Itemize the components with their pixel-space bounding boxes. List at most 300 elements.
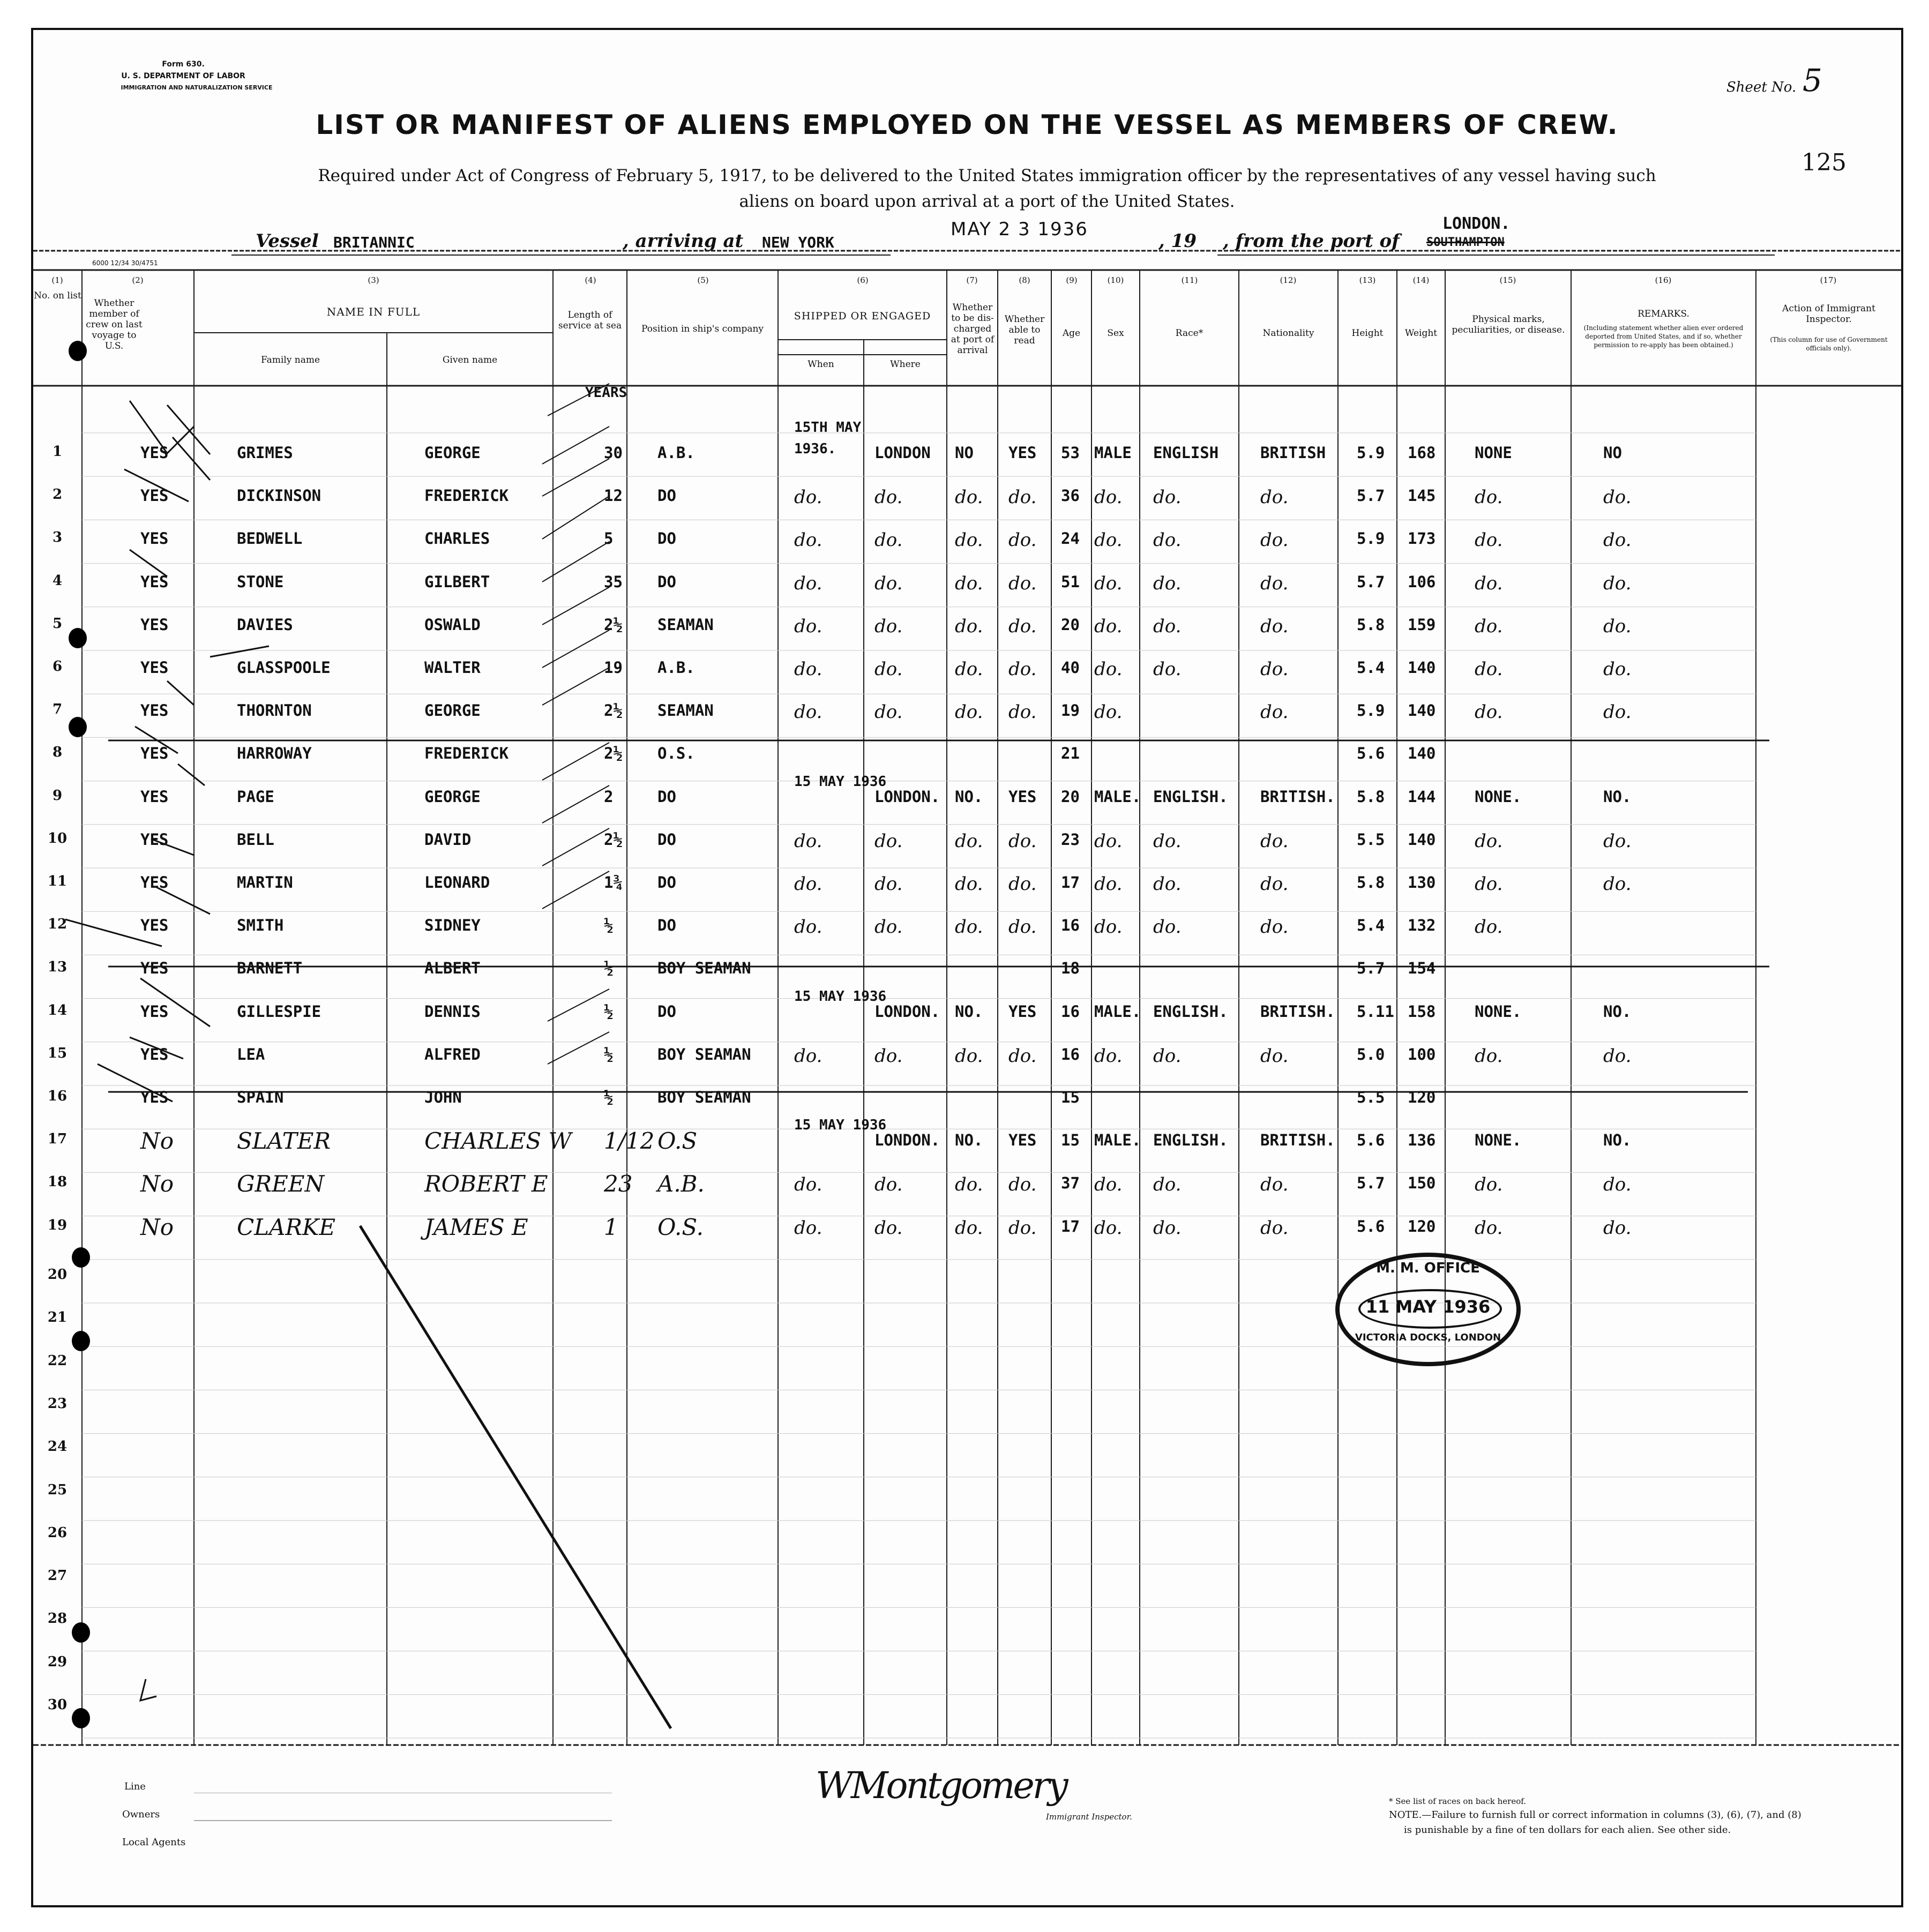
column-number: (10): [1107, 275, 1124, 285]
cell-service-length: 1¾: [604, 873, 623, 892]
binder-hole: [72, 1622, 90, 1643]
cell-given-name: GEORGE: [424, 787, 481, 806]
cell-shipped-when: 15 MAY 1936: [794, 988, 887, 1005]
cell-nationality: BRITISH.: [1260, 1131, 1335, 1150]
cell-given-name: ALFRED: [424, 1045, 481, 1064]
cell-nationality: do.: [1260, 1217, 1289, 1239]
cell-sex: do.: [1094, 830, 1123, 852]
cell-height: 5.4: [1357, 658, 1385, 677]
cell-able-to-read: do.: [1008, 1045, 1037, 1067]
header-age: Age: [1062, 328, 1081, 339]
cell-member-status: YES: [140, 830, 169, 849]
cell-shipped-when: do.: [794, 873, 823, 895]
cell-weight: 132: [1408, 916, 1436, 935]
cell-age: 21: [1061, 744, 1080, 763]
header-remarks: REMARKS.: [1638, 309, 1689, 319]
cell-shipped-when: 15 MAY 1936: [794, 773, 887, 790]
cell-race: do.: [1153, 529, 1182, 551]
header-action-inspector: Action of Immigrant Inspector.: [1782, 303, 1875, 325]
binder-hole: [69, 628, 87, 648]
column-number: (16): [1655, 275, 1672, 285]
cell-height: 5.6: [1357, 1131, 1385, 1150]
row-number: 21: [47, 1309, 68, 1326]
cell-race: ENGLISH.: [1153, 1002, 1228, 1021]
cell-given-name: CHARLES: [424, 529, 490, 548]
column-number: (4): [585, 275, 596, 285]
year-label: , 19: [1158, 230, 1197, 252]
column-number: (14): [1412, 275, 1430, 285]
row-number: 28: [47, 1611, 68, 1627]
header-remarks-note: (Including statement whether alien ever ordered deported from United States, and if so, whether permission to re-apply has been obtained.): [1583, 324, 1744, 349]
cell-remarks: NO.: [1603, 787, 1632, 806]
cell-service-length: 23: [604, 1171, 633, 1197]
cell-able-to-read: YES: [1008, 787, 1037, 806]
cell-given-name: WALTER: [424, 658, 481, 677]
cell-race: do.: [1153, 1217, 1182, 1239]
cell-physical-marks: NONE: [1475, 444, 1512, 462]
cell-given-name: GEORGE: [424, 444, 481, 462]
header-family-name: Family name: [260, 355, 320, 365]
cell-weight: 168: [1408, 444, 1436, 462]
row-number: 25: [47, 1481, 68, 1498]
cell-nationality: do.: [1260, 1045, 1289, 1067]
cell-age: 20: [1061, 787, 1080, 806]
cell-age: 24: [1061, 529, 1080, 548]
cell-race: do.: [1153, 830, 1182, 852]
cell-member-status: YES: [140, 1045, 169, 1064]
cell-height: 5.8: [1357, 873, 1385, 892]
cell-position: O.S.: [657, 1214, 704, 1240]
header-name-in-full: NAME IN FULL: [326, 305, 421, 318]
cell-given-name: JOHN: [424, 1088, 462, 1106]
binder-hole: [69, 341, 87, 361]
cell-family-name: DAVIES: [237, 615, 293, 634]
cell-position: BOY SEAMAN: [657, 1045, 751, 1064]
cell-service-length: ½: [604, 1045, 614, 1064]
cell-race: do.: [1153, 873, 1182, 895]
cell-service-length: 2½: [604, 830, 623, 849]
row-number: 5: [52, 615, 63, 632]
cell-weight: 120: [1408, 1088, 1436, 1106]
column-number: (7): [966, 275, 978, 285]
sheet-number: 5: [1803, 62, 1822, 99]
subtitle-line-1: Required under Act of Congress of February 5, 1917, to be delivered to the United States immigration officer by the representatives of any vessel having such: [318, 166, 1656, 185]
cell-shipped-when: do.: [794, 1045, 823, 1067]
cell-given-name: ALBERT: [424, 959, 481, 978]
column-number: (2): [132, 275, 144, 285]
penalty-note-2: is punishable by a fine of ten dollars for each alien. See other side.: [1404, 1824, 1731, 1836]
cell-discharged: do.: [955, 1217, 983, 1239]
cell-member-status: YES: [140, 1088, 169, 1106]
cell-sex: MALE.: [1094, 787, 1141, 806]
cell-family-name: CLARKE: [237, 1214, 336, 1240]
cell-weight: 130: [1408, 873, 1436, 892]
cell-physical-marks: do.: [1475, 873, 1503, 895]
cell-remarks: NO.: [1603, 1002, 1632, 1021]
cell-discharged: NO.: [955, 1131, 983, 1150]
header-shipped-engaged: SHIPPED OR ENGAGED: [794, 310, 931, 322]
cell-position: DO: [657, 486, 676, 505]
cell-height: 5.11: [1357, 1002, 1394, 1021]
cell-nationality: do.: [1260, 658, 1289, 680]
cell-nationality: do.: [1260, 486, 1289, 508]
cell-discharged: NO.: [955, 787, 983, 806]
header-race: Race*: [1175, 328, 1203, 339]
header-height: Height: [1351, 328, 1384, 339]
cell-age: 51: [1061, 572, 1080, 591]
cell-age: 16: [1061, 1002, 1080, 1021]
cell-age: 15: [1061, 1088, 1080, 1106]
cell-sex: do.: [1094, 1174, 1123, 1196]
cell-discharged: do.: [955, 658, 983, 680]
years-label: YEARS: [585, 385, 627, 401]
cell-shipped-when: do.: [794, 658, 823, 680]
cell-age: 17: [1061, 873, 1080, 892]
cell-nationality: BRITISH: [1260, 444, 1326, 462]
cell-weight: 136: [1408, 1131, 1436, 1150]
cell-nationality: do.: [1260, 615, 1289, 637]
cell-able-to-read: do.: [1008, 615, 1037, 637]
cell-service-length: 2½: [604, 701, 623, 720]
cell-remarks: do.: [1603, 529, 1632, 551]
header-able-to-read: Whether able to read: [1004, 314, 1045, 346]
cell-shipped-where: do.: [874, 529, 903, 551]
header-weight: Weight: [1404, 328, 1438, 339]
header-member-last-voyage: Whether member of crew on last voyage to U.S.: [86, 298, 143, 351]
row-number: 24: [47, 1439, 68, 1455]
cell-given-name: GEORGE: [424, 701, 481, 720]
cell-able-to-read: do.: [1008, 1217, 1037, 1239]
cell-position: O.S.: [657, 744, 695, 763]
cell-able-to-read: YES: [1008, 1131, 1037, 1150]
cell-able-to-read: do.: [1008, 572, 1037, 594]
column-number: (5): [697, 275, 709, 285]
column-number: (8): [1019, 275, 1030, 285]
cell-remarks: do.: [1603, 1217, 1632, 1239]
cell-able-to-read: do.: [1008, 529, 1037, 551]
cell-remarks: NO: [1603, 444, 1622, 462]
cell-service-length: ½: [604, 959, 614, 978]
cell-sex: do.: [1094, 529, 1123, 551]
cell-member-status: YES: [140, 701, 169, 720]
cell-able-to-read: do.: [1008, 830, 1037, 852]
manifest-sheet: [31, 28, 1903, 1907]
header-no-on-list: No. on list: [34, 290, 81, 301]
cell-position: BOY SEAMAN: [657, 1088, 751, 1106]
cell-member-status: YES: [140, 658, 169, 677]
cell-sex: MALE.: [1094, 1002, 1141, 1021]
cell-age: 23: [1061, 830, 1080, 849]
cell-given-name: CHARLES W: [424, 1128, 572, 1155]
cell-nationality: do.: [1260, 572, 1289, 594]
column-number: (15): [1499, 275, 1516, 285]
cell-shipped-when: do.: [794, 572, 823, 594]
cell-service-length: 1: [604, 1214, 618, 1240]
binder-hole: [72, 1247, 90, 1268]
binder-hole: [69, 717, 87, 737]
cell-family-name: GREEN: [237, 1171, 325, 1197]
cell-given-name: GILBERT: [424, 572, 490, 591]
cell-remarks: do.: [1603, 830, 1632, 852]
cell-remarks: NO.: [1603, 1131, 1632, 1150]
cell-shipped-when: 15 MAY 1936: [794, 1117, 887, 1134]
cell-able-to-read: do.: [1008, 1174, 1037, 1196]
cell-age: 36: [1061, 486, 1080, 505]
cell-height: 5.9: [1357, 529, 1385, 548]
column-number: (6): [857, 275, 869, 285]
print-code: 6000 12/34 30/4751: [92, 259, 158, 267]
cell-family-name: DICKINSON: [237, 486, 322, 505]
cell-position: O.S: [657, 1128, 698, 1155]
cell-discharged: do.: [955, 1174, 983, 1196]
header-where: Where: [890, 359, 921, 370]
row-number: 2: [52, 486, 63, 503]
cell-physical-marks: NONE.: [1475, 1131, 1522, 1150]
cell-shipped-when: do.: [794, 529, 823, 551]
cell-remarks: do.: [1603, 1045, 1632, 1067]
cell-discharged: do.: [955, 916, 983, 938]
cell-family-name: BELL: [237, 830, 274, 849]
cell-family-name: BARNETT: [237, 959, 303, 978]
cell-weight: 106: [1408, 572, 1436, 591]
cell-able-to-read: YES: [1008, 444, 1037, 462]
cell-discharged: do.: [955, 529, 983, 551]
cell-service-length: ½: [604, 1088, 614, 1106]
cell-physical-marks: do.: [1475, 701, 1503, 723]
row-number: 12: [47, 916, 68, 933]
cell-height: 5.8: [1357, 615, 1385, 634]
header-length-of-service: Length of service at sea: [558, 310, 622, 331]
penalty-note-1: NOTE.—Failure to furnish full or correct information in columns (3), (6), (7), and (8): [1389, 1809, 1801, 1821]
cell-race: do.: [1153, 916, 1182, 938]
cell-member-status: YES: [140, 787, 169, 806]
cell-given-name: ROBERT E: [424, 1171, 548, 1197]
row-number: 6: [52, 658, 63, 675]
arriving-port: NEW YORK: [762, 234, 834, 251]
cell-shipped-where: do.: [874, 830, 903, 852]
cell-family-name: GILLESPIE: [237, 1002, 322, 1021]
cell-physical-marks: do.: [1475, 529, 1503, 551]
cell-shipped-when: 15TH MAY 1936.: [794, 420, 862, 457]
cell-shipped-when: do.: [794, 1174, 823, 1196]
column-number: (3): [368, 275, 379, 285]
cell-given-name: FREDERICK: [424, 744, 509, 763]
cell-position: DO: [657, 830, 676, 849]
service-name: IMMIGRATION AND NATURALIZATION SERVICE: [121, 84, 273, 91]
cell-discharged: do.: [955, 572, 983, 594]
cell-physical-marks: do.: [1475, 572, 1503, 594]
cell-height: 5.9: [1357, 701, 1385, 720]
cell-service-length: 2½: [604, 744, 623, 763]
cell-remarks: do.: [1603, 615, 1632, 637]
cell-age: 18: [1061, 959, 1080, 978]
cell-member-status: YES: [140, 1002, 169, 1021]
cell-service-length: 2: [604, 787, 614, 806]
cell-weight: 173: [1408, 529, 1436, 548]
cell-height: 5.6: [1357, 744, 1385, 763]
cell-service-length: 12: [604, 486, 623, 505]
cell-shipped-when: do.: [794, 701, 823, 723]
cell-family-name: THORNTON: [237, 701, 312, 720]
cell-sex: do.: [1094, 1045, 1123, 1067]
cell-sex: do.: [1094, 658, 1123, 680]
inspector-label: Immigrant Inspector.: [1046, 1812, 1132, 1822]
cell-discharged: do.: [955, 486, 983, 508]
column-number: (11): [1181, 275, 1198, 285]
cell-service-length: 30: [604, 444, 623, 462]
cell-sex: do.: [1094, 486, 1123, 508]
cell-physical-marks: do.: [1475, 615, 1503, 637]
form-number: Form 630.: [162, 60, 205, 69]
row-number: 11: [47, 873, 68, 889]
cell-weight: 140: [1408, 830, 1436, 849]
cell-physical-marks: do.: [1475, 830, 1503, 852]
cell-discharged: do.: [955, 1045, 983, 1067]
stamp-date: 11 MAY 1936: [1365, 1297, 1491, 1317]
cell-height: 5.5: [1357, 1088, 1385, 1106]
cell-shipped-when: do.: [794, 830, 823, 852]
document-title: LIST OR MANIFEST OF ALIENS EMPLOYED ON THE VESSEL AS MEMBERS OF CREW.: [316, 109, 1619, 140]
cell-weight: 145: [1408, 486, 1436, 505]
row-number: 13: [47, 959, 68, 976]
cell-member-status: No: [140, 1214, 174, 1240]
cell-given-name: DAVID: [424, 830, 472, 849]
arriving-label: , arriving at: [623, 230, 744, 252]
cell-shipped-where: do.: [874, 615, 903, 637]
cell-nationality: do.: [1260, 873, 1289, 895]
cell-age: 15: [1061, 1131, 1080, 1150]
cell-sex: MALE.: [1094, 1131, 1141, 1150]
cell-sex: do.: [1094, 615, 1123, 637]
cell-discharged: NO: [955, 444, 974, 462]
cell-position: DO: [657, 787, 676, 806]
cell-member-status: No: [140, 1171, 174, 1197]
cell-able-to-read: do.: [1008, 658, 1037, 680]
cell-age: 20: [1061, 615, 1080, 634]
races-note: * See list of races on back hereof.: [1389, 1796, 1527, 1806]
cell-weight: 154: [1408, 959, 1436, 978]
cell-sex: do.: [1094, 701, 1123, 723]
row-number: 18: [47, 1174, 68, 1190]
cell-shipped-where: LONDON: [874, 444, 931, 462]
cell-sex: do.: [1094, 916, 1123, 938]
department-name: U. S. DEPARTMENT OF LABOR: [121, 72, 245, 80]
cell-height: 5.9: [1357, 444, 1385, 462]
cell-nationality: do.: [1260, 529, 1289, 551]
cell-given-name: OSWALD: [424, 615, 481, 634]
row-number: 17: [47, 1131, 68, 1148]
from-port: LONDON.: [1442, 214, 1511, 233]
cell-nationality: do.: [1260, 916, 1289, 938]
stamp-bottom-text: VICTORIA DOCKS, LONDON: [1355, 1332, 1501, 1343]
cell-family-name: STONE: [237, 572, 284, 591]
row-number: 27: [47, 1568, 68, 1584]
cell-weight: 120: [1408, 1217, 1436, 1235]
cell-member-status: No: [140, 1128, 174, 1155]
row-number: 3: [52, 529, 63, 546]
cell-remarks: do.: [1603, 701, 1632, 723]
cell-age: 40: [1061, 658, 1080, 677]
cell-race: do.: [1153, 572, 1182, 594]
cell-height: 5.7: [1357, 572, 1385, 591]
cell-race: do.: [1153, 486, 1182, 508]
cell-weight: 159: [1408, 615, 1436, 634]
cell-shipped-when: do.: [794, 486, 823, 508]
cell-height: 5.8: [1357, 787, 1385, 806]
cell-height: 5.5: [1357, 830, 1385, 849]
header-sex: Sex: [1107, 328, 1124, 339]
column-number: (12): [1280, 275, 1297, 285]
header-when: When: [808, 359, 834, 370]
row-number: 23: [47, 1395, 68, 1412]
cell-shipped-where: do.: [874, 701, 903, 723]
cell-position: DO: [657, 572, 676, 591]
subtitle-line-2: aliens on board upon arrival at a port of the United States.: [739, 192, 1235, 211]
cell-race: do.: [1153, 1045, 1182, 1067]
cell-age: 37: [1061, 1174, 1080, 1193]
row-number: 15: [47, 1045, 68, 1061]
cell-weight: 140: [1408, 744, 1436, 763]
cell-service-length: 2½: [604, 615, 623, 634]
cell-member-status: YES: [140, 744, 169, 763]
cell-family-name: SLATER: [237, 1128, 331, 1155]
cell-discharged: do.: [955, 615, 983, 637]
cell-discharged: do.: [955, 873, 983, 895]
cell-service-length: 35: [604, 572, 623, 591]
cell-discharged: do.: [955, 701, 983, 723]
cell-physical-marks: do.: [1475, 1174, 1503, 1196]
cell-age: 17: [1061, 1217, 1080, 1235]
cell-height: 5.7: [1357, 1174, 1385, 1193]
cell-shipped-where: LONDON.: [874, 787, 940, 806]
cell-race: do.: [1153, 1174, 1182, 1196]
row-number: 1: [52, 444, 63, 460]
cell-service-length: 19: [604, 658, 623, 677]
column-number: (1): [51, 275, 63, 285]
cell-position: DO: [657, 873, 676, 892]
cell-family-name: SPAIN: [237, 1088, 284, 1106]
cell-position: BOY SEAMAN: [657, 959, 751, 978]
vessel-label: Vessel: [256, 230, 319, 252]
cell-able-to-read: do.: [1008, 916, 1037, 938]
cell-height: 5.4: [1357, 916, 1385, 935]
cell-able-to-read: YES: [1008, 1002, 1037, 1021]
cell-family-name: PAGE: [237, 787, 274, 806]
cell-remarks: do.: [1603, 1174, 1632, 1196]
cell-position: DO: [657, 529, 676, 548]
cell-shipped-where: LONDON.: [874, 1002, 940, 1021]
row-number: 10: [47, 830, 68, 847]
cell-able-to-read: do.: [1008, 486, 1037, 508]
cell-family-name: MARTIN: [237, 873, 293, 892]
cell-race: ENGLISH.: [1153, 787, 1228, 806]
cell-given-name: DENNIS: [424, 1002, 481, 1021]
cell-age: 19: [1061, 701, 1080, 720]
header-discharged: Whether to be dis-charged at port of arrival: [951, 302, 995, 356]
row-number: 29: [47, 1653, 68, 1670]
cell-nationality: do.: [1260, 701, 1289, 723]
header-given-name: Given name: [442, 355, 498, 365]
cell-remarks: do.: [1603, 572, 1632, 594]
cell-discharged: do.: [955, 830, 983, 852]
row-number: 16: [47, 1088, 68, 1104]
cell-member-status: YES: [140, 486, 169, 505]
cell-family-name: BEDWELL: [237, 529, 303, 548]
cell-member-status: YES: [140, 916, 169, 935]
footer-owners-label: Owners: [122, 1809, 160, 1820]
cell-shipped-when: do.: [794, 1217, 823, 1239]
row-number: 9: [52, 787, 63, 804]
